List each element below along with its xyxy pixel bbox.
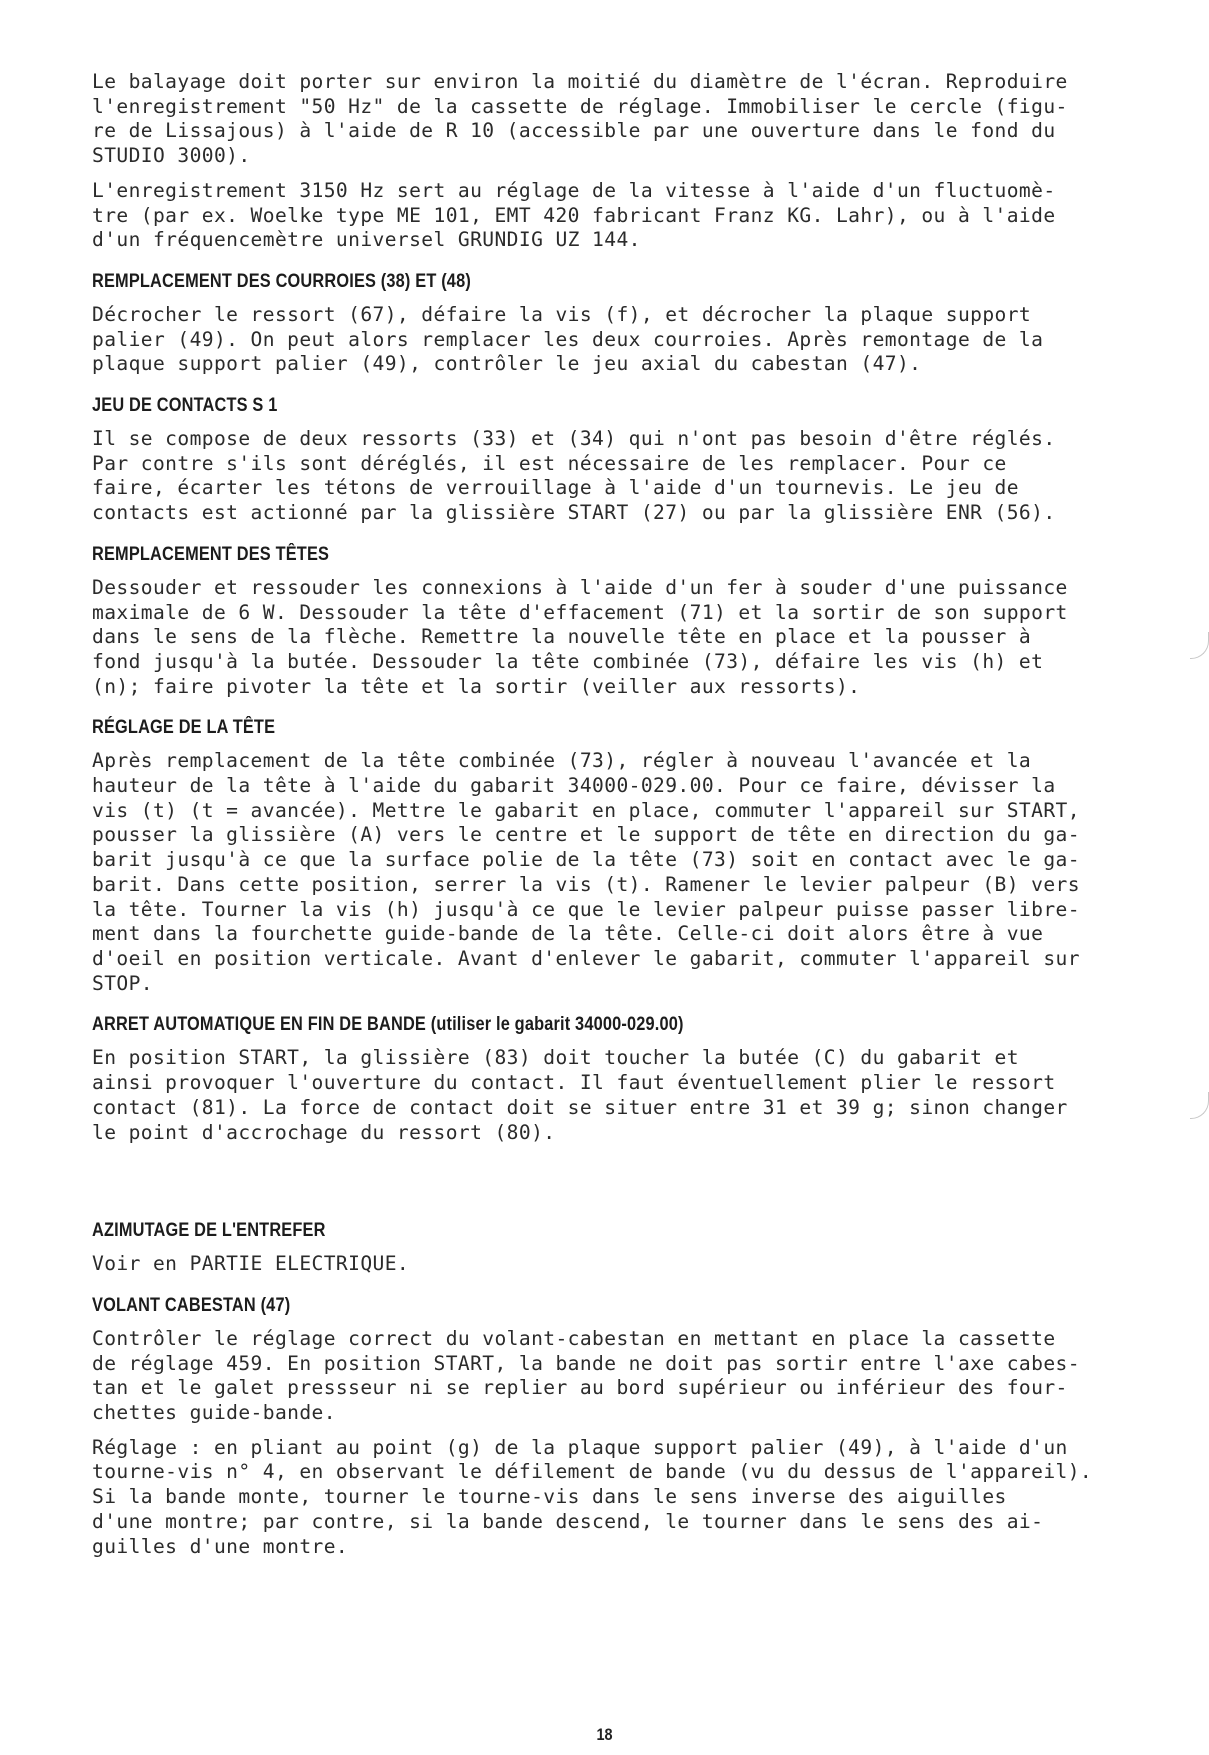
section-heading-reglage-tete: RÉGLAGE DE LA TÊTE: [92, 717, 276, 739]
punch-hole-mark: [1190, 632, 1209, 659]
section-paragraph-tetes: Dessouder et ressouder les connexions à l'aide d'un fer à souder d'une puissance maximale de 6 W. Dessouder la tête d'effacement (71) et la sortir de son support dans le sens de la flèche. Remettre la nouvelle tête en place et la pousser à fond jusqu'à la butée. Dessouder la tête combinée (73), défaire les vis (h) et (n); faire pivoter la tête et la sortir (veiller aux ressorts).: [92, 575, 1068, 698]
section-paragraph-volant-2: Réglage : en pliant au point (g) de la plaque support palier (49), à l'aide d'un tourne-vis n° 4, en observant le défilement de bande (vu du dessus de l'appareil). Si la bande monte, tourner le tourne-vis dans le sens inverse des aiguilles d'une montre; par contre, si la bande descend, le tourner dans le sens des ai- guilles d'une montre.: [92, 1435, 1093, 1558]
section-paragraph-azimutage: Voir en PARTIE ELECTRIQUE.: [92, 1252, 410, 1276]
page-number: 18: [596, 1725, 613, 1744]
section-paragraph-arret-automatique: En position START, la glissière (83) doit toucher la butée (C) du gabarit et ainsi provoquer l'ouverture du contact. Il faut éventuellement plier le ressort contact (81). La force de contact doit se situer entre 31 et 39 g; sinon changer le point d'accrochage du ressort (80).: [92, 1046, 1068, 1144]
section-paragraph-reglage-tete: Après remplacement de la tête combinée (73), régler à nouveau l'avancée et la hauteur de la tête à l'aide du gabarit 34000-029.00. Pour ce faire, dévisser la vis (t) (t = avancée). Mettre le gabarit en place, commuter l'appareil sur START, pousser la glissière (A) vers le centre et le support de tête en direction du ga- barit jusqu'à ce que la surface polie de la tête (73) soit en contact avec le ga- barit. Dans cette position, serrer la vis (t). Ramener le levier palpeur (B) vers la tête. Tourner la vis (h) jusqu'à ce que le levier palpeur puisse passer libre- ment dans la fourchette guide-bande de la tête. Celle-ci doit alors être à vue d'oeil en position verticale. Avant d'enlever le gabarit, commuter l'appareil sur STOP.: [92, 749, 1080, 995]
section-heading-azimutage: AZIMUTAGE DE L'ENTREFER: [92, 1220, 326, 1242]
punch-hole-mark: [1190, 1092, 1209, 1119]
section-heading-courroies: REMPLACEMENT DES COURROIES (38) ET (48): [92, 270, 471, 292]
section-heading-volant-cabestan: VOLANT CABESTAN (47): [92, 1294, 291, 1316]
section-heading-arret-automatique: ARRET AUTOMATIQUE EN FIN DE BANDE (utiliser le gabarit 34000-029.00): [92, 1014, 684, 1036]
section-paragraph-contacts: Il se compose de deux ressorts (33) et (34) qui n'ont pas besoin d'être réglés. Par contre s'ils sont déréglés, il est nécessaire de les remplacer. Pour ce faire, écarter les tétons de verrouillage à l'aide d'un tournevis. Le jeu de contacts est actionné par la glissière START (27) ou par la glissière ENR (56).: [92, 427, 1056, 525]
section-heading-tetes: REMPLACEMENT DES TÊTES: [92, 543, 330, 565]
section-heading-contacts: JEU DE CONTACTS S 1: [92, 395, 278, 417]
intro-paragraph-1: Le balayage doit porter sur environ la moitié du diamètre de l'écran. Reproduire l'enregistrement "50 Hz" de la cassette de réglage. Immobiliser le cercle (figu- re de Lissajous) à l'aide de R 10 (accessible par une ouverture dans le fond du STUDIO 3000).: [92, 70, 1068, 168]
intro-paragraph-2: L'enregistrement 3150 Hz sert au réglage de la vitesse à l'aide d'un fluctuomè- tre (par ex. Woelke type ME 101, EMT 420 fabricant Franz KG. Lahr), ou à l'aide d'un fréquencemètre universel GRUNDIG UZ 144.: [92, 178, 1056, 252]
section-paragraph-volant-1: Contrôler le réglage correct du volant-cabestan en mettant en place la cassette de réglage 459. En position START, la bande ne doit pas sortir entre l'axe cabes- tan et le galet pressseur ni se replier au bord supérieur ou inférieur des four- chettes guide-bande.: [92, 1326, 1080, 1425]
document-page: [92, 70, 1132, 1559]
section-paragraph-courroies: Décrocher le ressort (67), défaire la vis (f), et décrocher la plaque support palier (49). On peut alors remplacer les deux courroies. Après remontage de la plaque support palier (49), contrôler le jeu axial du cabestan (47).: [92, 302, 1044, 376]
